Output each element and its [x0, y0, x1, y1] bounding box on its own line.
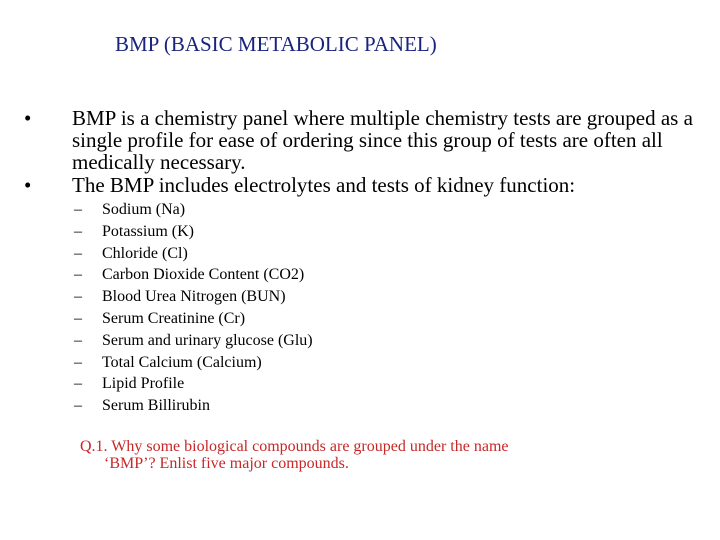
dash-marker: –: [74, 353, 82, 371]
question-line-2: ‘BMP’? Enlist five major compounds.: [104, 455, 349, 472]
bullet-list: [24, 107, 694, 197]
bullet-item: [24, 107, 694, 173]
sub-item: [74, 395, 313, 417]
question-line-1: Q.1. Why some biological compounds are grouped under the name: [80, 438, 509, 455]
sub-list: [74, 199, 313, 417]
question-text: [80, 438, 680, 472]
sub-item: [74, 286, 313, 308]
sub-item: [74, 352, 313, 374]
page-title: BMP (BASIC METABOLIC PANEL): [115, 32, 437, 56]
sub-item-text: Sodium (Na): [102, 201, 186, 218]
sub-item-text: Blood Urea Nitrogen (BUN): [102, 288, 286, 306]
sub-item: [74, 330, 313, 352]
sub-item: [74, 221, 313, 243]
sub-item: [74, 264, 313, 286]
sub-item-text: Lipid Profile: [102, 375, 185, 393]
sub-item-text: Serum and urinary glucose (Glu): [102, 331, 313, 349]
sub-item: [74, 373, 313, 395]
dash-marker: –: [74, 309, 82, 327]
sub-item-text: Serum Billirubin: [102, 397, 210, 415]
sub-item-text: Serum Creatinine (Cr): [102, 309, 246, 327]
dash-marker: –: [74, 266, 82, 284]
bullet-text: BMP is a chemistry panel where multiple chemistry tests are grouped as a single profile for ease of ordering since this group of tests are often all medically necessary.: [72, 106, 693, 174]
sub-item: [74, 199, 313, 221]
dash-marker: –: [74, 397, 82, 415]
dash-marker: –: [74, 375, 82, 393]
bullet-marker: •: [24, 173, 32, 197]
dash-marker: –: [74, 201, 82, 218]
sub-item-text: Chloride (Cl): [102, 244, 188, 262]
bullet-item: [24, 174, 694, 196]
dash-marker: –: [74, 331, 82, 349]
sub-item-text: Potassium (K): [102, 222, 194, 240]
sub-item-text: Carbon Dioxide Content (CO2): [102, 266, 305, 284]
sub-item: [74, 243, 313, 265]
dash-marker: –: [74, 244, 82, 262]
bullet-marker: •: [24, 106, 32, 130]
dash-marker: –: [74, 288, 82, 306]
bullet-text: The BMP includes electrolytes and tests of kidney function:: [72, 173, 576, 197]
dash-marker: –: [74, 222, 82, 240]
sub-item-text: Total Calcium (Calcium): [102, 353, 262, 371]
sub-item: [74, 308, 313, 330]
